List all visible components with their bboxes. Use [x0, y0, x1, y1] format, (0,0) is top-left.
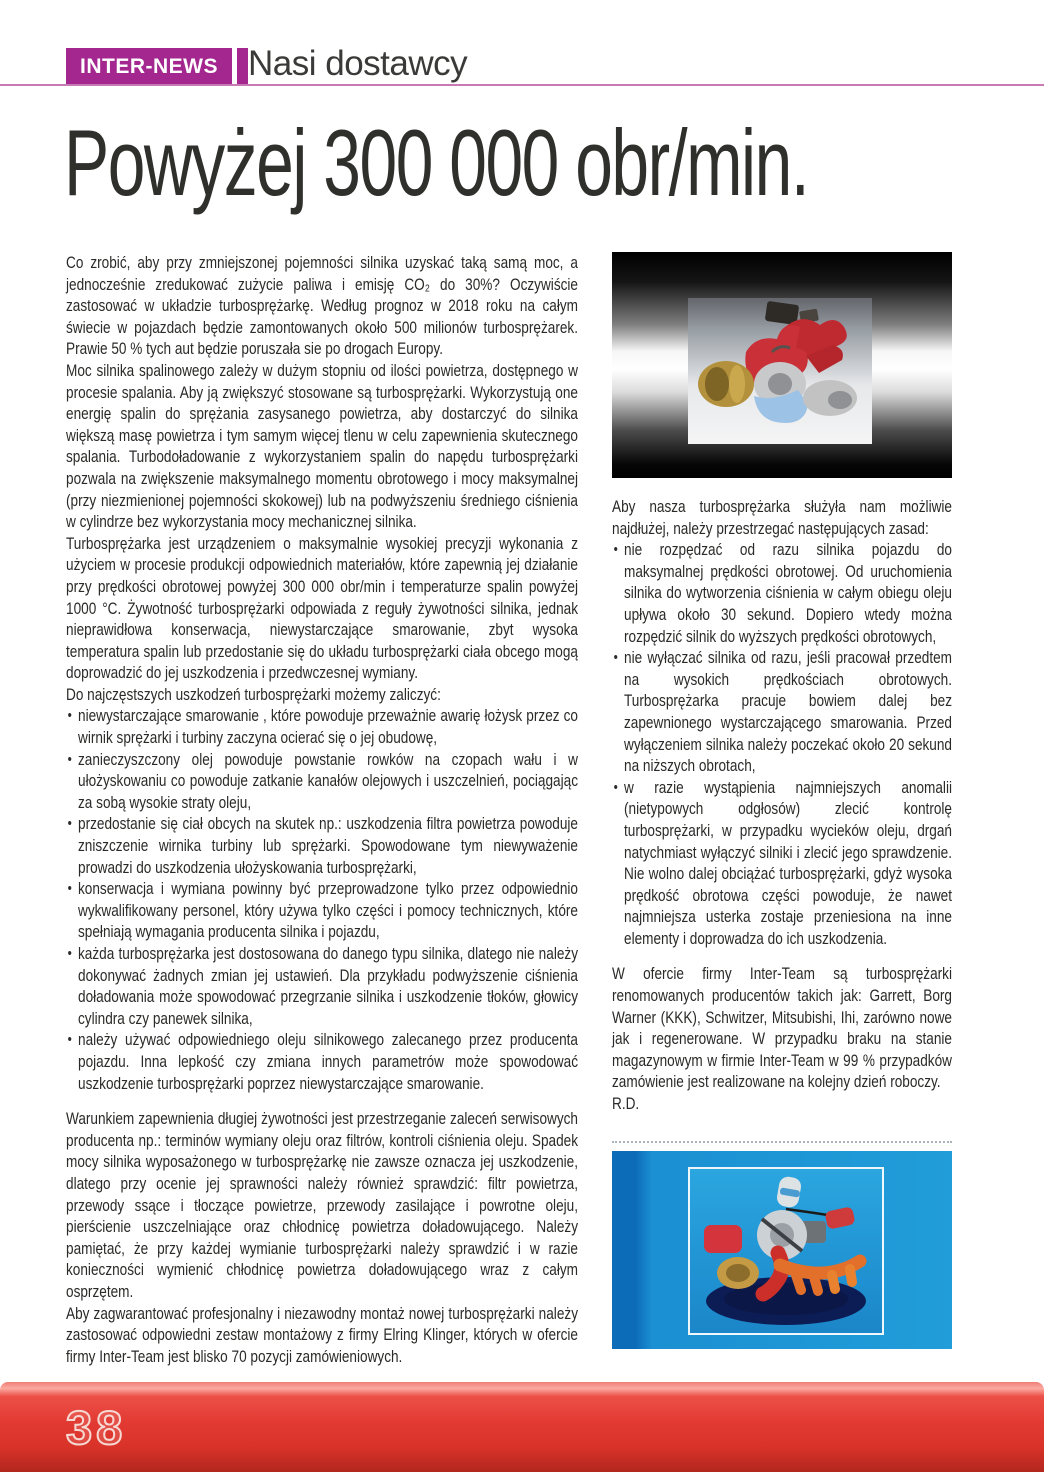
turbocharger-cutaway-photo — [688, 298, 872, 444]
footer-band — [0, 1382, 1044, 1472]
damage-list-item: • każda turbosprężarka jest dostosowana do danego typu silnika, dlatego nie należy dokonywać żadnych zmian jej ustawień. Dla przykładu podwyższenie ciśnienia doładowania może spowodować przegrzanie silnika i uszkodzenie tłoków, głowicy cylindra czy panewek silnika, — [66, 943, 578, 1029]
body-paragraph: Aby zagwarantować profesjonalny i niezawodny montaż nowej turbosprężarki należy zastosować odpowiedni zestaw montażowy z firmy Elring Klinger, których w ofercie firmy Inter-Team jest blisko 70 pozycji zamówieniowych. — [66, 1303, 578, 1366]
page-number: 38 — [66, 1401, 127, 1454]
section-title: Nasi dostawcy — [248, 44, 468, 83]
right-column — [612, 252, 952, 1349]
body-paragraph: Moc silnika spalinowego zależy w dużym stopniu od ilości powietrza, dostępnego w procesie spalania. Aby ją zwiększyć stosowane są turbosprężarki. Wykorzystują one energię spalin do sprężania zasysanego powietrza, aby dostarczyć do silnika większą masę powietrza i tym samym więcej tlenu w celu zapewnienia skutecznego spalania. Turbodoładowanie z wykorzystaniem spalin do napędu turbosprężarki pozwala na zwiększenie maksymalnego momentu obrotowego i mocy maksymalnej (przy niezmienionej pojemności skokowej) lub na podwyższeniu średniego ciśnienia w cylindrze bez wykorzystania mocy mechanicznej silnika. — [66, 360, 578, 532]
rules-list-item: • nie wyłączać silnika od razu, jeśli pracował przedtem na wysokich prędkościach obrotowych. Turbosprężarka pracuje bowiem dalej bez zapewnionego wystarczającego smarowania. Przed wyłączeniem silnika należy poczekać około 20 sekund na niższych obrotach, — [612, 647, 952, 777]
body-paragraph: Co zrobić, aby przy zmniejszonej pojemności silnika uzyskać taką samą moc, a jednocześnie zredukować zużycie paliwa i emisję CO₂ do 30%? Oczywiście zastosować w układzie turbosprężarkę. Według prognoz w 2018 roku na całym świecie w pojazdach będzie zamontowanych około 500 milionów turbosprężarek. Prawie 50 % tych aut będzie poruszała sie po drogach Europy. — [66, 253, 578, 359]
rules-intro: Aby nasza turbosprężarka służyła nam możliwie najdłużej, należy przestrzegać następujących zasad: — [612, 497, 952, 538]
inter-news-badge — [66, 48, 248, 85]
damage-list — [66, 705, 578, 1094]
author-initials: R.D. — [612, 1094, 640, 1114]
body-paragraph: Turbosprężarka jest urządzeniem o maksymalnie wysokiej precyzji wykonania z użyciem w procesie produkcji odpowiednich materiałów, które zapewnią jej działanie przy prędkości obrotowej powyżej 300 000 obr/min i temperaturze spalin powyżej 1000 °C. Żywotność turbosprężarki odpowiada z reguły żywotności silnika, jednak nieprawidłowa konserwacja, niewystarczające smarowanie, zbyt wysoka temperatura spalin lub przedostanie się do układu turbosprężarki ciała obcego mogą doprowadzić do jej uszkodzenia i przedwczesnej wymiany. — [66, 533, 578, 683]
body-paragraph: Warunkiem zapewnienia długiej żywotności jest przestrzeganie zaleceń serwisowych producenta np.: terminów wymiany oleju oraz filtrów, kontroli ciśnienia oleju. Spadek mocy silnika wyposażonego w turbosprężarkę nie zawsze oznacza jej uszkodzenie, dlatego przy ocenie jej sprawności należy również sprawdzić: filtr powietrza, przewody ssące i tłoczące powietrze, przewody zasilające i powrotne oleju, pierścienie uszczelniające oraz chłodnicę powietrza doładowującego. Należy pamiętać, że przy każdej wymianie turbosprężarki należy sprawdzić i w razie konieczności wymienić chłodnicę powietrza doładowującego wraz z całym osprzętem. — [66, 1109, 578, 1301]
damage-list-item: • zanieczyszczony olej powoduje powstanie rowków na czopach wału i w ułożyskowaniu co powoduje zatkanie kanałów olejowych i uszczelnień, pociągając za sobą wysokie straty oleju, — [66, 749, 578, 814]
turbocharger-manifold-illustration — [690, 1169, 882, 1333]
turbocharger-cutaway-illustration — [688, 298, 872, 444]
rules-text-block — [612, 496, 952, 1115]
rules-list-item: • nie rozpędzać od razu silnika pojazdu do maksymalnej prędkości obrotowej. Od uruchomienia silnika do wytworzenia ciśnienia w całym obiegu oleju upływa około 30 sekund. Dopiero wtedy można rozpędzić silnik do wyższych prędkości obrotowych, — [612, 539, 952, 647]
damage-list-item: • należy używać odpowiedniego oleju silnikowego zalecanego przez producenta pojazdu. Inna lepkość czy zmiana innych parametrów może spowodować uszkodzenie turbosprężarki poprzez niewystarczające smarowanie. — [66, 1029, 578, 1094]
bottom-photo-banner — [612, 1151, 952, 1349]
damage-list-item: • niewystarczające smarowanie , które powoduje przeważnie awarię łożysk przez co wirnik sprężarki i turbiny zaczyna ocierać się o jej obudowę, — [66, 705, 578, 748]
dotted-divider — [612, 1141, 952, 1143]
left-column — [66, 252, 578, 1367]
turbocharger-with-exhaust-manifold-photo — [688, 1167, 884, 1335]
badge-tail-bar — [237, 48, 248, 85]
header-rule — [0, 84, 1044, 86]
list-intro: Do najczęstszych uszkodzeń turbosprężarki możemy zaliczyć: — [66, 684, 441, 704]
badge-label: INTER-NEWS — [66, 48, 232, 85]
offer-paragraph: W ofercie firmy Inter-Team są turbosprężarki renomowanych producentów takich jak: Garrett, Borg Warner (KKK), Schwitzer, Mitsubishi, Ihi, zarówno nowe jak i regenerowane. W przypadku braku na stanie magazynowym w firmie Inter-Team w 99 % przypadków zamówienie jest realizowane na kolejny dzień roboczy. — [612, 964, 952, 1092]
damage-list-item: • konserwacja i wymiana powinny być przeprowadzone tylko przez odpowiednio wykwalifikowany personel, który używa tylko części i pomocy technicznych, które spełniają wymagania producenta silnika i pojazdu, — [66, 878, 578, 943]
rules-list — [612, 539, 952, 949]
top-photo-banner — [612, 252, 952, 478]
article-title: Powyżej 300 000 obr/min. — [64, 110, 809, 215]
rules-list-item: • w razie wystąpienia najmniejszych anomalii (nietypowych odgłosów) zlecić kontrolę turbosprężarki, w przypadku wycieków oleju, drgań natychmiast wyłączyć silniki i zlecić jego sprawdzenie. Nie wolno dalej obciążać turbosprężarki, gdyż wysoka prędkość obrotowa części powoduje, że nawet najmniejsza usterka zostaje przeniesiona na inne elementy i doprowadza do ich uszkodzenia. — [612, 777, 952, 950]
damage-list-item: • przedostanie się ciał obcych na skutek np.: uszkodzenia filtra powietrza powoduje zniszczenie wirnika turbiny lub sprężarki. Spowodowane tym niewyważenie prowadzi do uszkodzenia ułożyskowania turbosprężarki, — [66, 813, 578, 878]
